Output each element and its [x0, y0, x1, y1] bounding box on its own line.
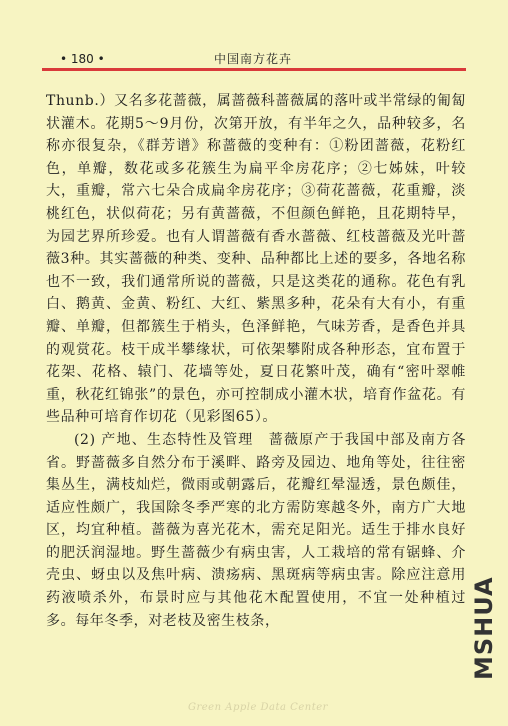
paragraph: (2) 产地、生态特性及管理 蔷薇原产于我国中部及南方各省。野蔷薇多自然分布于溪畔、路旁及园边、地角等处，往往密集丛生，满枝灿烂，微雨或朝露后，花瓣红晕湿透，景色颇佳，适应性颇广，我国除冬季严寒的北方需防寒越冬外，南方广大地区，均宜种植。蔷薇为喜光花木，需充足阳光。适生于排水良好的肥沃润湿地。野生蔷薇少有病虫害，人工栽培的常有锯蜂、介壳虫、蚜虫以及焦叶病、溃疡病、黑斑病等病虫害。除应注意用药液喷杀外，布景时应与其他花木配置使用，不宜一处种植过多。每年冬季，对老枝及密生枝条， [46, 431, 466, 629]
side-mark-text: MSHUA [470, 576, 498, 680]
running-header [46, 50, 466, 68]
side-mark [470, 576, 500, 710]
header-rule [42, 68, 466, 71]
body-text [46, 90, 466, 632]
watermark: Green Apple Data Center [188, 702, 328, 713]
page-number: • 180 • [60, 52, 105, 66]
paragraph: Thunb.）又名多花蔷薇，属蔷薇科蔷薇属的落叶或半常绿的匍匐状灌木。花期5～9月份，次第开放，有半年之久，品种较多，名称亦很复杂，《群芳谱》称蔷薇的变种有：①粉团蔷薇，花粉红色，单瓣，数花或多花簇生为扁平伞房花序；②七姊妹，叶较大，重瓣，常六七朵合成扁伞房花序；③荷花蔷薇，花重瓣，淡桃红色，状似荷花；另有黄蔷薇，不但颜色鲜艳，且花期特早，为园艺界所珍爱。也有人谓蔷薇有香水蔷薇、红枝蔷薇及光叶蔷薇3种。其实蔷薇的种类、变种、品种都比上述的要多，各地名称也不一致，我们通常所说的蔷薇，只是这类花的通称。花色有乳白、鹅黄、金黄、粉红、大红、紫黑多种，花朵有大有小，有重瓣、单瓣，但都簇生于梢头，色泽鲜艳，气味芳香，是香色并具的观赏花。枝干成半攀缘状，可依架攀附成各种形态，宜布置于花架、花格、辕门、花墙等处，夏日花繁叶茂，确有“密叶翠帷重，秋花红锦张”的景色，亦可控制成小灌木状，培育作盆花。有些品种可培育作切花（见彩图65）。 [46, 93, 466, 426]
book-title: 中国南方花卉 [214, 52, 293, 66]
